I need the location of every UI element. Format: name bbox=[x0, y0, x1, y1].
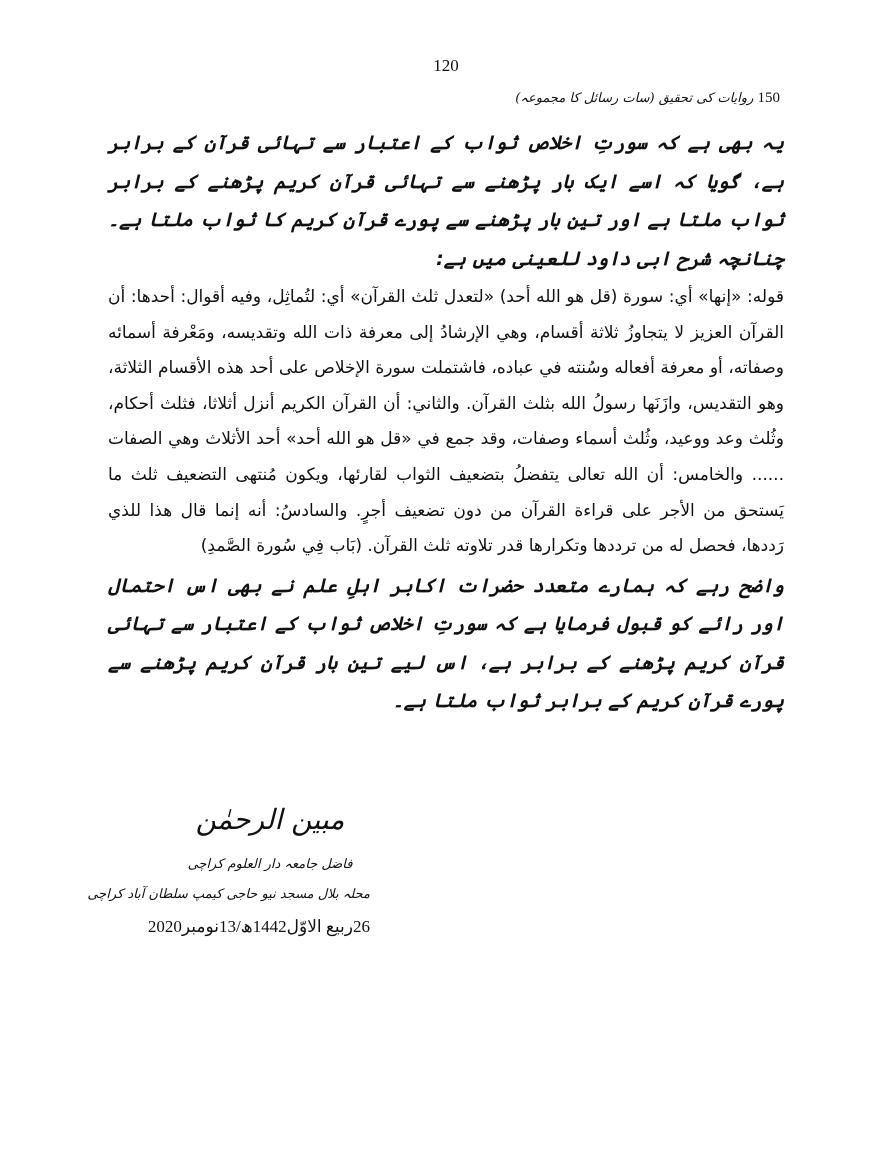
author-title: فاضل جامعہ دار العلوم کراچی bbox=[187, 857, 353, 872]
page-body bbox=[108, 124, 784, 721]
signature-block bbox=[87, 800, 370, 944]
urdu-intro-paragraph: یہ بھی ہے کہ سورتِ اخلاص ثواب کے اعتبار سے تہائی قرآن کے برابر ہے، گویا کہ اسے ایک بار پڑھنے سے تہائی قرآن کریم پڑھنے کے برابر ثواب ملتا ہے اور تین بار پڑھنے سے پورے قرآن کریم کا ثواب ملتا ہے۔ چنانچہ شرح ابی داود للعینی میں ہے: bbox=[108, 132, 784, 270]
running-header-title: روایات کی تحقیق (سات رسائل کا مجموعہ) bbox=[515, 91, 754, 106]
author-name: مبین الرحمٰن bbox=[195, 803, 345, 836]
signature-date: 26ربیع الاوّل1442ھ/13نومبر2020 bbox=[147, 917, 370, 936]
running-header bbox=[280, 90, 780, 107]
page-number: 120 bbox=[433, 56, 459, 75]
urdu-conclusion-paragraph: واضح رہے کہ ہمارے متعدد حضرات اکابر اہلِ علم نے بھی اس احتمال اور رائے کو قبول فرمایا ہے کہ سورتِ اخلاص ثواب کے اعتبار سے تہائی قرآن کریم پڑھنے کے برابر ہے، اس لیے تین بار قرآن کریم پڑھنے سے پورے قرآن کریم کے برابر ثواب ملتا ہے۔ bbox=[108, 574, 784, 713]
arabic-quotation: قوله: «إنها» أي: سورة (قل هو الله أحد) «لتعدل ثلث القرآن» أي: لتُماثِل، وفيه أقوال: أحدها: أن القرآن العزيز لا يتجاوزُ ثلاثة أقسام، وهي الإرشادُ إلى معرفة ذات الله وتقديسه، ومَعْرفة أسمائه وصفاته، أو معرفة أفعاله وسُنته في عباده، فاشتملت سورة الإخلاص على أحد هذه الأقسام الثلاثة، وهو التقديس، وازَنَها رسولُ الله بثلث القرآن. والثاني: أن القرآن الكريم أنزل أثلاثا، فثلث أحكام، وثُلث وعد ووعيد، وثُلث أسماء وصفات، وقد جمع في «قل هو الله أحد» أحد الأثلاث وهي الصفات ...... والخامس: أن الله تعالى يتفضلُ بتضعيف الثواب لقارئها، ويكون مُنتهى التضعيف ثلث ما يَستحق من الأجر على قراءة القرآن من دون تضعيف أجرٍ. والسادسُ: أنه إنما قال هذا للذي رَددها، فحصل له من ترددها وتكرارها قدر تلاوته ثلث القرآن. (بَاب فِي سُورة الصَّمدِ) bbox=[108, 287, 784, 557]
running-header-number: 150 bbox=[757, 90, 780, 106]
author-address: محلہ بلال مسجد نیو حاجی کیمپ سلطان آباد کراچی bbox=[87, 887, 370, 902]
